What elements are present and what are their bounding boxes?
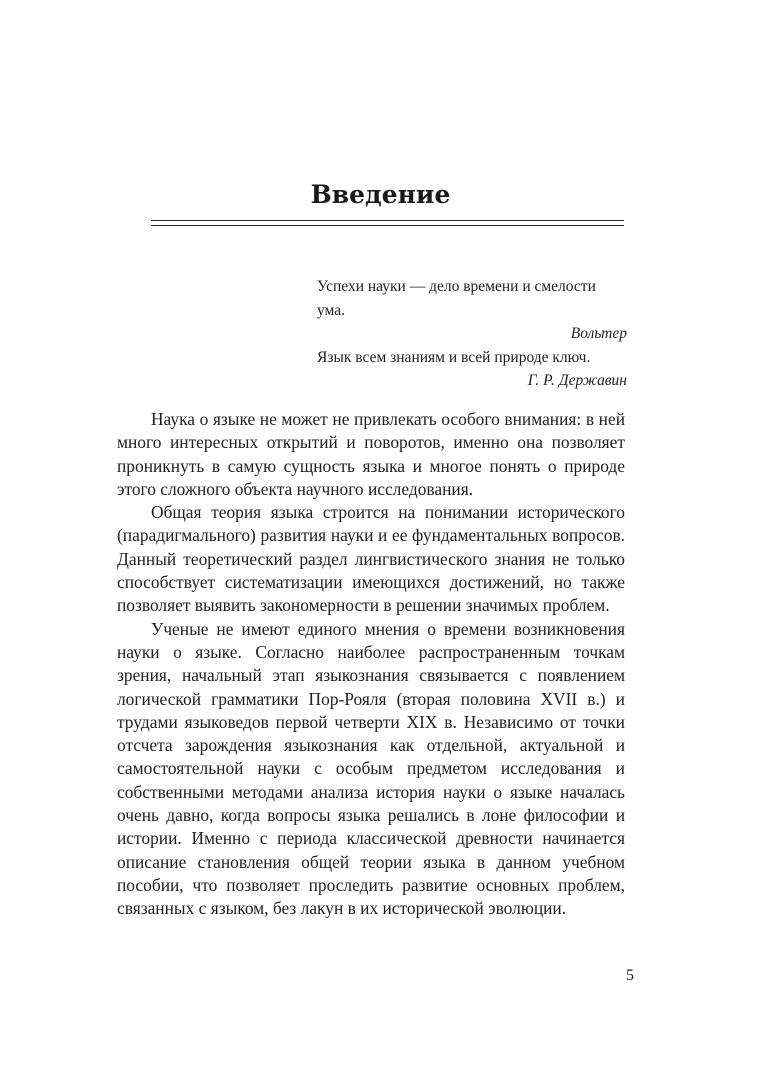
epigraph-text: Язык всем знаниям и всей природе ключ. [317,348,591,366]
epigraph-text: Успехи науки — дело времени и смелости ума. [317,278,596,319]
paragraph: Ученые не имеют единого мнения о времени возникновения науки о языке. Согласно наиболее распространенным точкам зрения, начальный этап языкознания связывается с появлением логической грамматики Пор-Рояля (вторая половина XVII в.) и трудами языковедов первой четверти XIX в. Независимо от точки отсчета зарождения языкознания как отдельной, актуальной и самостоятельной науки с особым предметом исследования и собственными методами анализа история науки о языке началась очень давно, когда вопросы языка решались в лоне философии и истории. Именно с периода классической древности начинается описание становления общей теории языка в данном учебном пособии, что позволяет проследить развитие основных проблем, связанных с языком, без лакун в их исторической эволюции. [117,618,625,919]
epigraph-author: Вольтер [570,325,627,342]
epigraph-block [317,275,627,393]
chapter-title: Введение [310,180,451,209]
paragraph: Общая теория языка строится на понимании исторического (парадигмального) развития науки и ее фундаментальных вопросов. Данный теоретический раздел лингвистического знания не только способствует систематизации имеющихся достижений, но также позволяет выявить закономерности в решении значимых проблем. [117,502,625,616]
title-rule-top [151,220,624,221]
main-text [117,408,625,921]
epigraph-author: Г. Р. Державин [527,372,627,389]
page-number: 5 [626,967,634,984]
paragraph: Наука о языке не может не привлекать особого внимания: в ней много интересных открытий и поворотов, именно она позволяет проникнуть в самую сущность языка и многое понять о природе этого сложного объекта научного исследования. [117,409,625,499]
title-rule-bottom [151,225,624,226]
